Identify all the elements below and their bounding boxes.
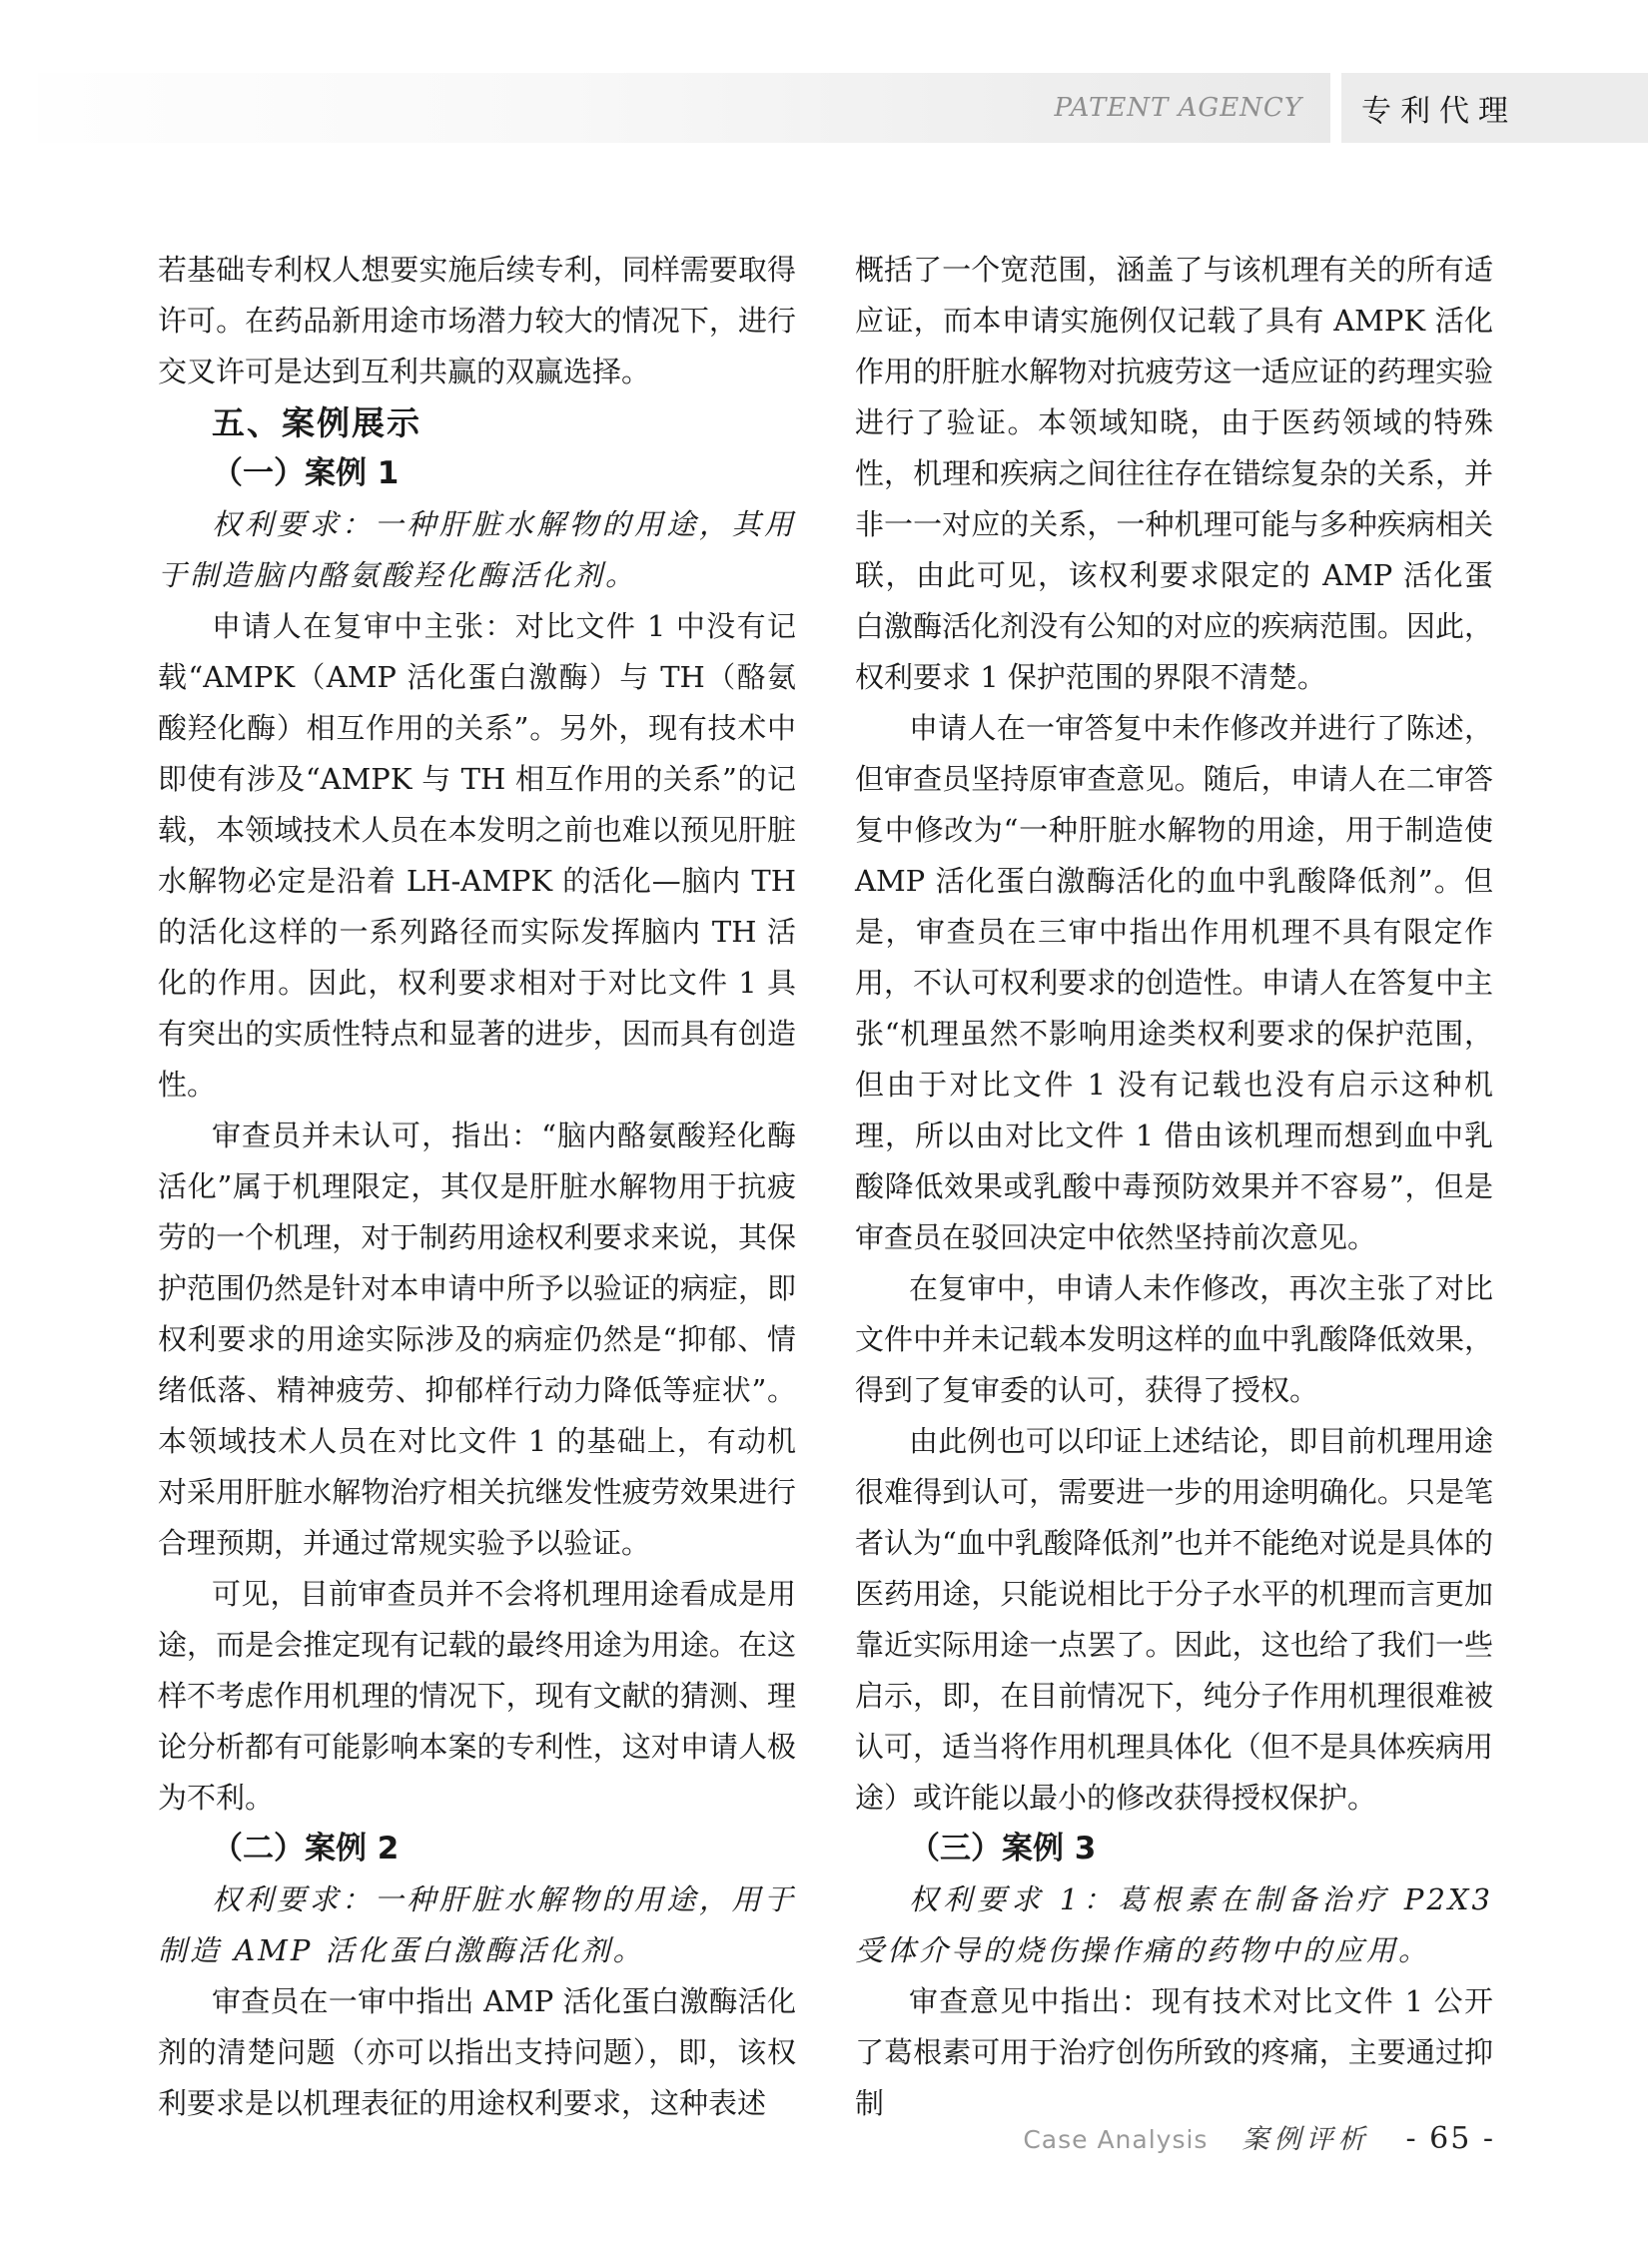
body-paragraph: 审查意见中指出：现有技术对比文件 1 公开了葛根素可用于治疗创伤所致的疼痛，主要通过抑制 — [855, 1984, 1493, 2120]
right-text-column — [855, 245, 1493, 2129]
case-heading: （三）案例 3 — [909, 1831, 1097, 1867]
page-footer — [1023, 2117, 1495, 2156]
header-bar — [38, 73, 1330, 143]
journal-name-english: PATENT AGENCY — [1054, 93, 1302, 123]
body-paragraph: 可见，目前审查员并不会将机理用途看成是用途，而是会推定现有记载的最终用途为用途。在这样不考虑作用机理的情况下，现有文献的猜测、理论分析都有可能影响本案的专利性，这对申请人极为不利。 — [158, 1577, 796, 1815]
body-paragraph: 申请人在一审答复中未作修改并进行了陈述，但审查员坚持原审查意见。随后，申请人在二审答复中修改为“一种肝脏水解物的用途，用于制造使 AMP 活化蛋白激酶活化的血中乳酸降低剂”。但是，审查员在三审中指出作用机理不具有限定作用，不认可权利要求的创造性。申请人在答复中主张“机理虽然不影响用途类权利要求的保护范围，但由于对比文件 1 没有记载也没有启示这种机理，所以由对比文件 1 借由该机理而想到血中乳酸降低效果或乳酸中毒预防效果并不容易”，但是审查员在驳回决定中依然坚持前次意见。 — [855, 711, 1493, 1254]
left-text-column — [158, 245, 796, 2129]
body-paragraph: 审查员并未认可，指出：“脑内酪氨酸羟化酶活化”属于机理限定，其仅是肝脏水解物用于抗疲劳的一个机理，对于制药用途权利要求来说，其保护范围仍然是针对本申请中所予以验证的病症，即权利要求的用途实际涉及的病症仍然是“抑郁、情绪低落、精神疲劳、抑郁样行动力降低等症状”。本领域技术人员在对比文件 1 的基础上，有动机对采用肝脏水解物治疗相关抗继发性疲劳效果进行合理预期，并通过常规实验予以验证。 — [158, 1119, 796, 1560]
page-number: - 65 - — [1405, 2121, 1495, 2156]
footer-section-english: Case Analysis — [1023, 2125, 1209, 2154]
body-paragraph: 由此例也可以印证上述结论，即目前机理用途很难得到认可，需要进一步的用途明确化。只是笔者认为“血中乳酸降低剂”也并不能绝对说是具体的医药用途，只能说相比于分子水平的机理而言更加靠近实际用途一点罢了。因此，这也给了我们一些启示，即，在目前情况下，纯分子作用机理很难被认可，适当将作用机理具体化（但不是具体疾病用途）或许能以最小的修改获得授权保护。 — [855, 1424, 1493, 1815]
body-paragraph: 申请人在复审中主张：对比文件 1 中没有记载“AMPK（AMP 活化蛋白激酶）与 TH（酪氨酸羟化酶）相互作用的关系”。另外，现有技术中即使有涉及“AMPK 与 TH 相互作用的关系”的记载，本领域技术人员在本发明之前也难以预见肝脏水解物必定是沿着 LH-AMPK 的活化—脑内 TH 的活化这样的一系列路径而实际发挥脑内 TH 活化的作用。因此，权利要求相对于对比文件 1 具有突出的实质性特点和显著的进步，因而具有创造性。 — [158, 609, 796, 1102]
claim-paragraph: 权利要求 1：葛根素在制备治疗 P2X3 受体介导的烧伤操作痛的药物中的应用。 — [855, 1882, 1493, 1967]
claim-paragraph: 权利要求：一种肝脏水解物的用途，用于制造 AMP 活化蛋白激酶活化剂。 — [158, 1882, 796, 1967]
case-heading: （一）案例 1 — [212, 455, 400, 491]
body-paragraph: 概括了一个宽范围，涵盖了与该机理有关的所有适应证，而本申请实施例仅记载了具有 AMPK 活化作用的肝脏水解物对抗疲劳这一适应证的药理实验进行了验证。本领域知晓，由于医药领域的特殊性，机理和疾病之间往往存在错综复杂的关系，并非一一对应的关系，一种机理可能与多种疾病相关联，由此可见，该权利要求限定的 AMP 活化蛋白激酶活化剂没有公知的对应的疾病范围。因此，权利要求 1 保护范围的界限不清楚。 — [855, 253, 1493, 694]
body-paragraph: 在复审中，申请人未作修改，再次主张了对比文件中并未记载本发明这样的血中乳酸降低效果，得到了复审委的认可，获得了授权。 — [855, 1271, 1493, 1407]
case-heading: （二）案例 2 — [212, 1831, 400, 1867]
body-paragraph: 若基础专利权人想要实施后续专利，同样需要取得许可。在药品新用途市场潜力较大的情况下，进行交叉许可是达到互利共赢的双赢选择。 — [158, 253, 796, 388]
claim-paragraph: 权利要求：一种肝脏水解物的用途，其用于制造脑内酪氨酸羟化酶活化剂。 — [158, 507, 796, 592]
header-section-box — [1341, 73, 1648, 143]
section-title-chinese: 专利代理 — [1361, 94, 1517, 129]
section-heading: 五、案例展示 — [212, 403, 421, 442]
footer-section-chinese: 案例评析 — [1241, 2124, 1370, 2155]
body-paragraph: 审查员在一审中指出 AMP 活化蛋白激酶活化剂的清楚问题（亦可以指出支持问题），即，该权利要求是以机理表征的用途权利要求，这种表述 — [158, 1984, 796, 2120]
